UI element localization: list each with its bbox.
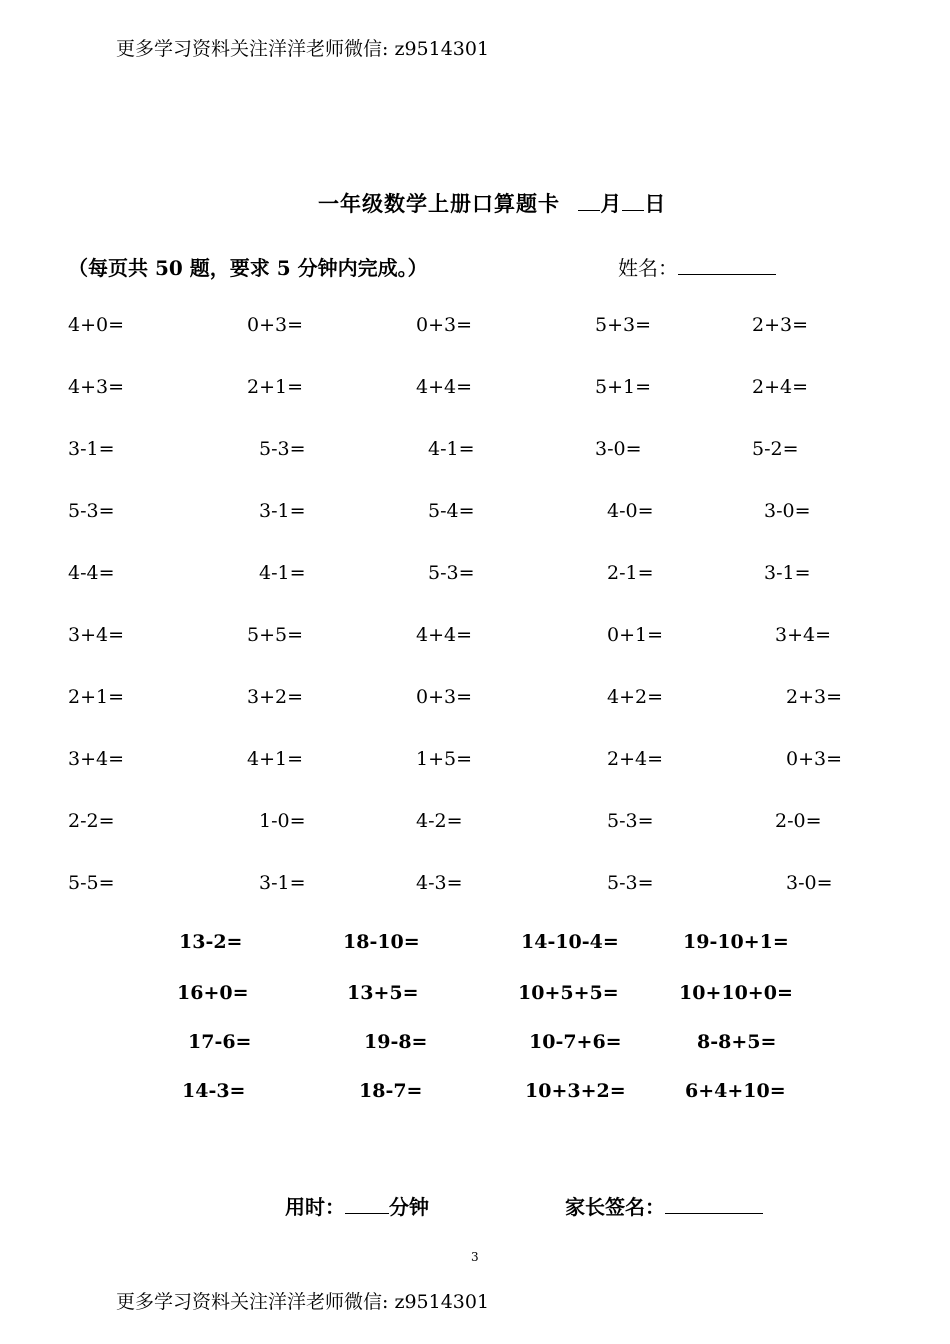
problem-item: 3+4= [68,748,125,770]
problem-item: 4+1= [247,748,304,770]
problem-item-advanced: 6+4+10= [685,1080,786,1102]
problem-item: 4-2= [416,810,463,832]
problem-item-advanced: 16+0= [177,982,249,1004]
parent-signature-field [565,1191,763,1220]
problem-item-advanced: 10+5+5= [518,982,619,1004]
header-note: 更多学习资料关注洋洋老师微信: z9514301 [116,38,490,60]
problem-item: 3-0= [595,438,642,460]
problem-item: 2+3= [752,314,809,336]
problem-item: 2+4= [752,376,809,398]
problem-item: 3-0= [764,500,811,522]
problem-item: 4+4= [416,624,473,646]
problem-item: 2-0= [775,810,822,832]
problem-item: 5+1= [595,376,652,398]
problem-item: 5-3= [68,500,115,522]
problem-item: 4-0= [607,500,654,522]
problem-item-advanced: 19-10+1= [683,931,789,953]
problem-item: 2+3= [786,686,843,708]
problem-item: 4+3= [68,376,125,398]
problem-item: 5-3= [607,810,654,832]
problem-item: 3+4= [775,624,832,646]
problem-item-advanced: 13-2= [179,931,243,953]
problem-item: 5-3= [607,872,654,894]
problem-item: 3-1= [68,438,115,460]
problem-item: 4+0= [68,314,125,336]
problem-item: 3-1= [764,562,811,584]
problem-item: 5-3= [428,562,475,584]
problem-item: 4-4= [68,562,115,584]
problem-item: 3-1= [259,500,306,522]
problem-item: 2+1= [247,376,304,398]
problem-item: 0+1= [607,624,664,646]
problem-item: 2-2= [68,810,115,832]
problem-item: 2+4= [607,748,664,770]
name-field [618,252,776,281]
time-field [285,1191,429,1220]
problem-item: 3-0= [786,872,833,894]
problem-item-advanced: 17-6= [188,1031,252,1053]
problem-item-advanced: 18-7= [359,1080,423,1102]
title-text: 一年级数学上册口算题卡 [318,191,560,216]
problem-item: 4-1= [428,438,475,460]
name-label: 姓名： [618,256,678,280]
problem-item-advanced: 14-10-4= [521,931,619,953]
month-blank[interactable] [578,192,600,211]
page-title [318,188,666,218]
problem-item: 1-0= [259,810,306,832]
problem-item: 1+5= [416,748,473,770]
month-label: 月 [600,191,623,216]
problem-item: 5-2= [752,438,799,460]
problem-item-advanced: 10-7+6= [529,1031,622,1053]
name-blank[interactable] [678,256,776,275]
day-blank[interactable] [622,192,644,211]
footer-note: 更多学习资料关注洋洋老师微信: z9514301 [116,1291,490,1313]
problem-item: 5-5= [68,872,115,894]
problem-item: 4-1= [259,562,306,584]
problem-item: 0+3= [247,314,304,336]
problem-item-advanced: 18-10= [343,931,420,953]
problem-item-advanced: 10+3+2= [525,1080,626,1102]
problem-item: 2-1= [607,562,654,584]
day-label: 日 [644,191,667,216]
problem-item: 3+2= [247,686,304,708]
problem-item: 3-1= [259,872,306,894]
problem-item: 4+2= [607,686,664,708]
parent-signature-blank[interactable] [665,1195,763,1214]
problem-item: 5-4= [428,500,475,522]
problem-item-advanced: 13+5= [347,982,419,1004]
problem-item: 5+3= [595,314,652,336]
problem-item: 0+3= [786,748,843,770]
problem-item: 4-3= [416,872,463,894]
parent-signature-label: 家长签名： [565,1195,665,1219]
time-label: 用时： [285,1195,345,1219]
problem-item-advanced: 14-3= [182,1080,246,1102]
time-blank[interactable] [345,1195,389,1214]
problem-item: 5-3= [259,438,306,460]
problem-item-advanced: 10+10+0= [679,982,793,1004]
time-unit: 分钟 [389,1195,429,1219]
problem-item-advanced: 19-8= [364,1031,428,1053]
problem-item: 2+1= [68,686,125,708]
problem-item-advanced: 8-8+5= [697,1031,777,1053]
problem-item: 0+3= [416,686,473,708]
problem-item: 5+5= [247,624,304,646]
instructions: （每页共 50 题，要求 5 分钟内完成。） [68,256,428,280]
problem-item: 4+4= [416,376,473,398]
page-number: 3 [471,1250,479,1264]
problem-item: 3+4= [68,624,125,646]
problem-item: 0+3= [416,314,473,336]
